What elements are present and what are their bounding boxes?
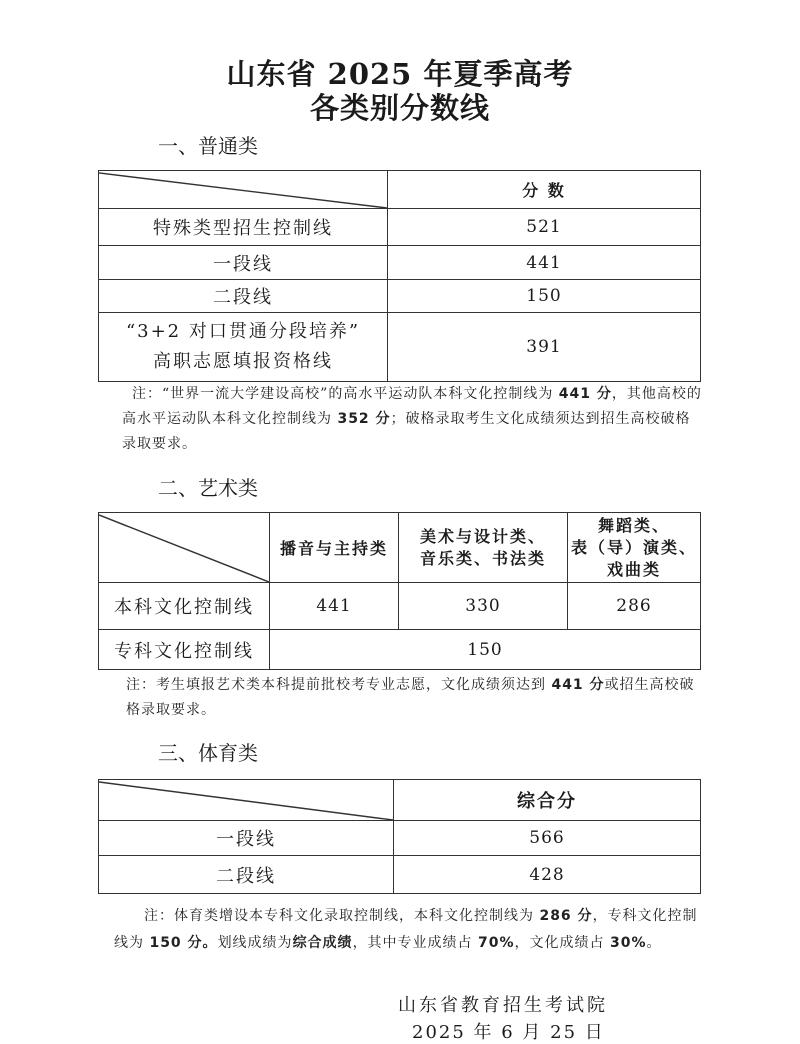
cell-value: 330 — [399, 583, 568, 630]
art-table — [98, 512, 701, 670]
general-table — [98, 170, 701, 382]
note-bold: 441 分 — [558, 386, 612, 402]
row-score: 521 — [388, 209, 701, 246]
note-text: ，其中专业成绩占 — [352, 935, 479, 951]
sports-table — [98, 779, 701, 894]
row-score: 441 — [388, 246, 701, 280]
row-label: 本科文化控制线 — [99, 583, 270, 630]
row-label-multiline — [99, 313, 388, 382]
doc-title-line2: 各类别分数线 — [309, 91, 490, 125]
row-label: 一段线 — [99, 246, 388, 280]
sports-note — [114, 903, 699, 957]
row-score: 150 — [388, 280, 701, 313]
note-bold: 286 分 — [539, 908, 593, 924]
header-line: 美术与设计类、 — [419, 526, 546, 546]
note-text: 注：“世界一流大学建设高校”的高水平运动队本科文化控制线为 — [132, 386, 559, 402]
row-score: 566 — [394, 821, 701, 856]
row-score: 428 — [394, 856, 701, 894]
cell-value: 286 — [568, 583, 701, 630]
header-line: 表（导）演类、 — [570, 537, 697, 557]
header-line: 戏曲类 — [606, 559, 661, 579]
note-bold: 综合成绩 — [292, 935, 353, 951]
row-label: 一段线 — [99, 821, 394, 856]
row-label: 特殊类型招生控制线 — [99, 209, 388, 246]
art-header-dance-drama — [568, 513, 701, 583]
diagonal-line-icon — [99, 171, 387, 208]
art-note — [126, 673, 698, 723]
note-bold: 150 分。 — [149, 935, 218, 951]
cell-value-merged: 150 — [270, 630, 701, 670]
note-bold: 70% — [478, 935, 515, 951]
art-header-broadcast: 播音与主持类 — [270, 513, 399, 583]
header-line: 音乐类、书法类 — [419, 548, 546, 568]
diagonal-line-icon — [99, 513, 269, 582]
doc-title-line1: 山东省 2025 年夏季高考 — [226, 57, 574, 91]
row-label-line2: 高职志愿填报资格线 — [153, 351, 333, 372]
score-header: 分 数 — [388, 171, 701, 209]
general-note — [122, 382, 702, 457]
row-score: 391 — [388, 313, 701, 382]
diagonal-line-icon — [99, 780, 393, 820]
note-text: ，文化成绩占 — [514, 935, 610, 951]
note-bold: 30% — [609, 935, 647, 951]
note-text: 注：体育类增设本专科文化录取控制线，本科文化控制线为 — [144, 908, 540, 924]
row-label: 专科文化控制线 — [99, 630, 270, 670]
note-text: 划线成绩为 — [217, 935, 293, 951]
issue-date: 2025 年 6 月 25 日 — [412, 1022, 605, 1043]
note-text: 或招生高校破格录取要求。 — [126, 677, 695, 718]
note-text: ，专科文化控制线为 — [114, 908, 698, 951]
note-text: 。 — [646, 935, 662, 951]
row-label-line1: “3+2 对口贯通分段培养” — [125, 321, 361, 342]
row-label: 二段线 — [99, 280, 388, 313]
note-bold: 441 分 — [551, 677, 605, 693]
section-heading-general: 一、普通类 — [158, 134, 258, 158]
section-heading-art: 二、艺术类 — [158, 476, 258, 500]
score-header: 综合分 — [394, 780, 701, 821]
diagonal-header-cell — [99, 780, 394, 821]
diagonal-header-cell — [99, 171, 388, 209]
row-label: 二段线 — [99, 856, 394, 894]
header-line: 舞蹈类、 — [597, 515, 670, 535]
note-text: 注：考生填报艺术类本科提前批校考专业志愿，文化成绩须达到 — [126, 677, 552, 693]
issuer-signature: 山东省教育招生考试院 — [398, 995, 608, 1016]
note-bold: 352 分 — [337, 411, 391, 427]
art-header-fineart-music — [399, 513, 568, 583]
note-text: ；破格录取考生文化成绩须达到招生高校破格录取要求。 — [122, 411, 691, 452]
section-heading-sports: 三、体育类 — [158, 741, 258, 765]
note-text: ，其他高校的高水平运动队本科文化控制线为 — [122, 386, 702, 427]
diagonal-header-cell — [99, 513, 270, 583]
cell-value: 441 — [270, 583, 399, 630]
